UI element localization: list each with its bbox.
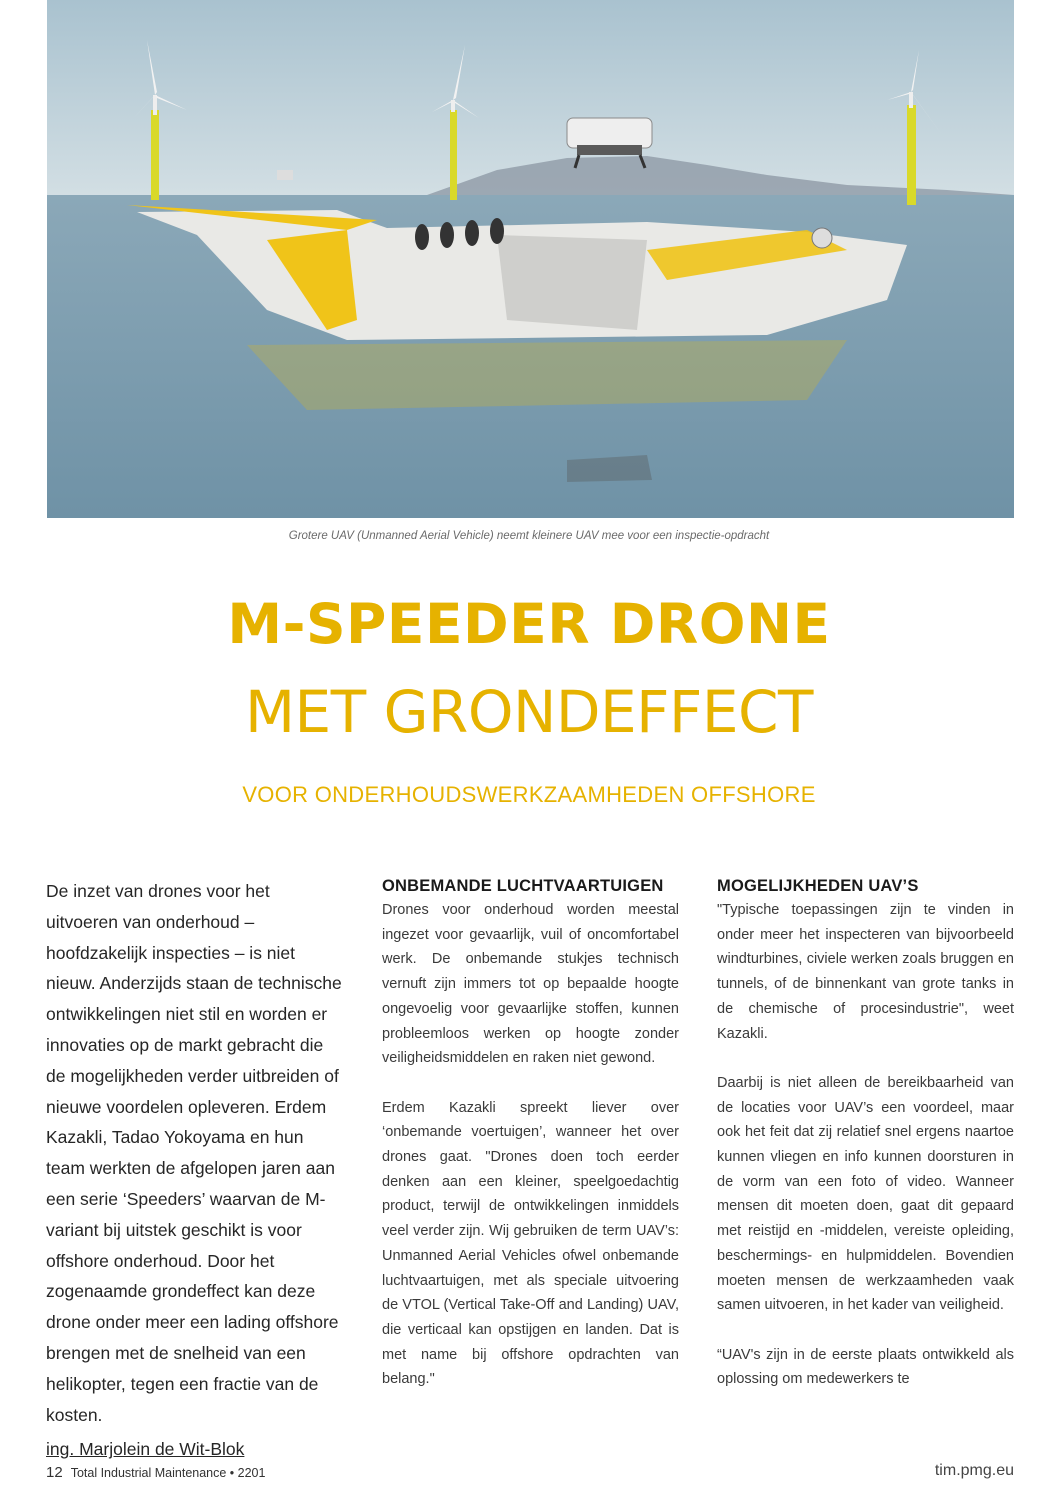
section-heading: ONBEMANDE LUCHTVAARTUIGEN [382,877,664,895]
headline-line-2: MET GRONDEFFECT [245,678,813,746]
image-caption: Grotere UAV (Unmanned Aerial Vehicle) neemt kleinere UAV mee voor een inspectie-opdracht [288,530,770,542]
page-number: 12 [46,1464,63,1481]
body-paragraph: “UAV's zijn in de eerste plaats ontwikkeld als oplossing om medewerkers te [717,1346,1014,1388]
column-mogelijkheden-uavs [717,874,1014,1417]
footer-url[interactable]: tim.pmg.eu [934,1462,1014,1479]
author-byline: ing. Marjolein de Wit-Blok [46,1439,245,1460]
drone-seaplane-illustration [47,0,1014,518]
headline-line-1: M-SPEEDER DRONE [227,592,831,656]
body-paragraph: Daarbij is niet alleen de bereikbaarheid van de locaties voor UAV’s een voordeel, maar ook het feit dat zij relatief snel ergens naartoe kunnen vliegen en info kunnen doorsturen in de vorm van een foto of video. Wanneer mensen dit moeten doen, gaat dit gepaard met reistijd en -middelen, vereiste opleiding, beschermings- en hulpmiddelen. Bovendien moeten mensen de werkzaamheden vaak samen uitvoeren, in het kader van veiligheid. [717,1074,1014,1314]
section-heading: MOGELIJKHEDEN UAV’S [717,877,919,895]
body-paragraph: Drones voor onderhoud worden meestal ingezet voor gevaarlijk, vuil of oncomfortabel werk. De onbemande stukjes technisch vernuft zijn immers tot op bepaalde hoogte ongevoelig voor gevaarlijke stoffen, kunnen probleemloos werken op hoogte zonder veiligheidsmiddelen en raken niet gewond. [382,902,679,1067]
subheadline: VOOR ONDERHOUDSWERKZAAMHEDEN OFFSHORE [242,782,816,807]
intro-column [46,876,346,1465]
body-paragraph: Erdem Kazakli spreekt liever over ‘onbemande voertuigen’, wanneer het over drones gaat. "Drones doen toch eerder denken aan een kleiner, speelgoedachtig product, terwijl de ontwikkelingen inmiddels veel verder zijn. Wij gebruiken de term UAV’s: Unmanned Aerial Vehicles ofwel onbemande luchtvaartuigen, met als speciale uitvoering de VTOL (Vertical Take-Off and Landing) UAV, die verticaal kan opstijgen en landen. Dat is met name bij offshore opdrachten van belang." [382,1099,679,1388]
column-onbemande-luchtvaartuigen [382,874,679,1417]
publication-name: Total Industrial Maintenance • 2201 [70,1466,266,1480]
body-paragraph: "Typische toepassingen zijn te vinden in onder meer het inspecteren van bijvoorbeeld windturbines, civiele werken zoals bruggen en tunnels, of de binnenkant van grote tanks in de chemische of procesindustrie", weet Kazakli. [717,902,1014,1042]
hero-image [47,0,1014,518]
intro-paragraph: De inzet van drones voor het uitvoeren van onderhoud – hoofdzakelijk inspecties – is niet nieuw. Anderzijds staan de technische ontwikkelingen niet stil en worden er innovaties op de markt gebracht die de mogelijkheden verder uitbreiden of nieuwe voordelen opleveren. Erdem Kazakli, Tadao Yokoyama en hun team werkten de afgelopen jaren aan een serie ‘Speeders’ waarvan de M-variant bij uitstek geschikt is voor offshore onderhoud. Door het zogenaamde grondeffect kan deze drone onder meer een lading offshore brengen met de snelheid van een helikopter, tegen een fractie van de kosten. [46,881,342,1425]
footer-publication [46,1464,265,1481]
